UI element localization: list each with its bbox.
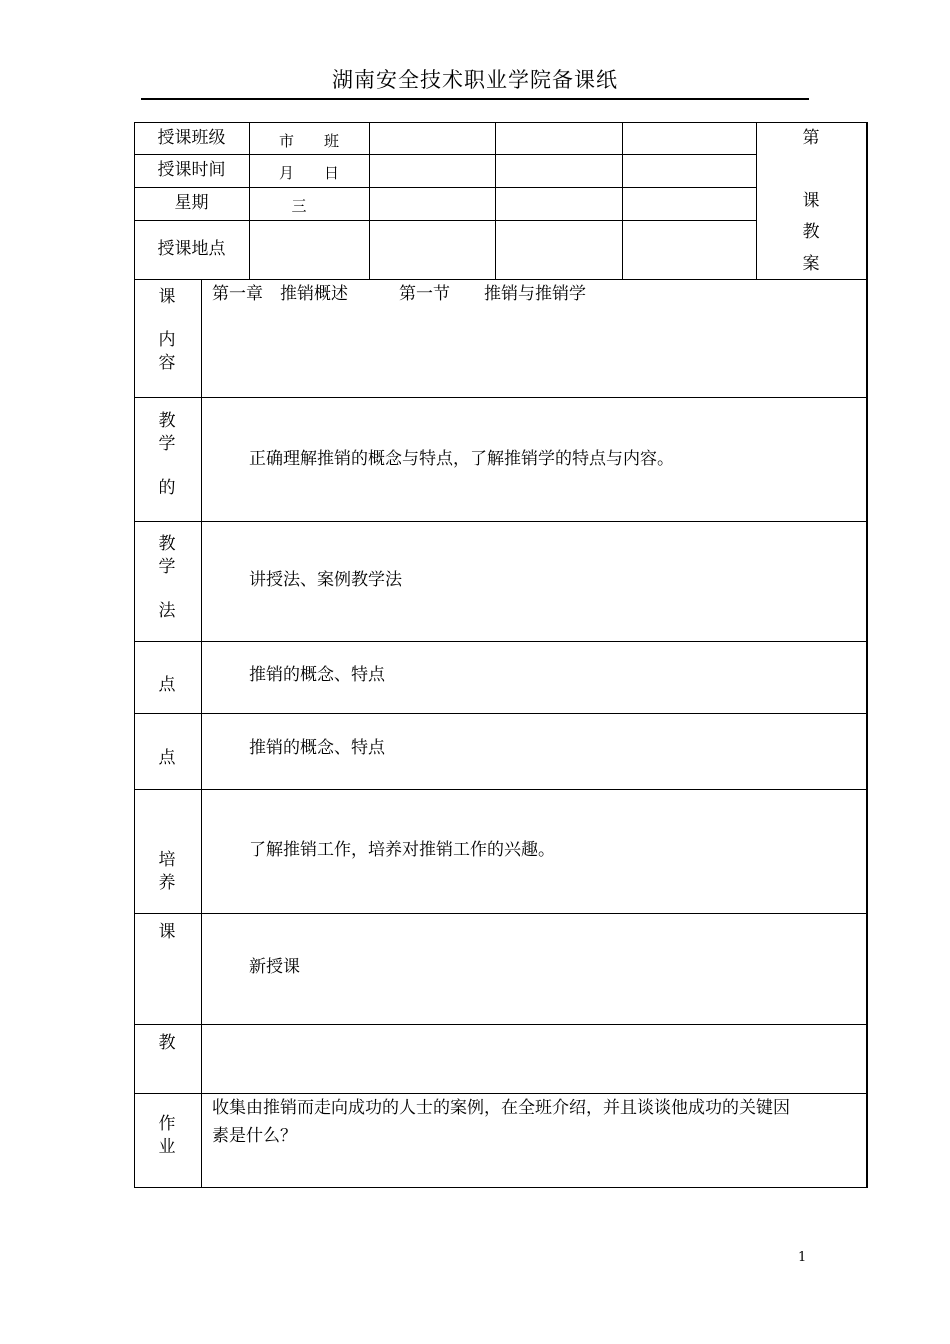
- table-line: [134, 1093, 868, 1094]
- document-title: 湖南安全技术职业学院备课纸: [332, 68, 618, 92]
- table-line: [134, 641, 868, 642]
- table-line: [495, 122, 496, 279]
- title-underline: [141, 98, 809, 100]
- row-label-cultivation: 培 养: [158, 850, 176, 893]
- row-label-content: 课 内 容: [158, 287, 176, 373]
- lesson-number-prefix: 第: [802, 128, 820, 148]
- table-line: [134, 279, 868, 280]
- table-line: [134, 789, 868, 790]
- class-label: 授课班级: [157, 128, 226, 148]
- table-line: [134, 187, 756, 188]
- lesson-number-suffix: 课: [802, 191, 820, 211]
- table-line: [134, 1024, 868, 1025]
- time-value: 月 日: [278, 164, 339, 182]
- page-number: 1: [798, 1250, 807, 1265]
- row-label-objective: 教 学 的: [158, 411, 176, 498]
- table-line: [369, 122, 370, 279]
- row-value-homework-line-2: 素是什么？: [212, 1126, 297, 1146]
- time-label: 授课时间: [157, 160, 226, 180]
- class-value: 市 班: [278, 132, 339, 150]
- table-line: [134, 521, 868, 522]
- table-line: [134, 154, 756, 155]
- weekday-label: 星期: [174, 193, 209, 213]
- row-value-cultivation: 了解推销工作，培养对推销工作的兴趣。: [249, 840, 555, 860]
- row-label-difficult-point: 点: [158, 748, 176, 768]
- table-line: [134, 397, 868, 398]
- row-value-content: 第一章 推销概述 第一节 推销与推销学: [212, 284, 586, 304]
- table-right-border: [866, 122, 868, 1188]
- table-line: [201, 279, 202, 1187]
- place-label: 授课地点: [157, 239, 226, 259]
- row-label-homework: 作 业: [158, 1114, 176, 1157]
- row-value-homework-line-1: 收集由推销而走向成功的人士的案例，在全班介绍，并且谈谈他成功的关键因: [212, 1098, 790, 1118]
- row-value-lesson-type: 新授课: [249, 957, 300, 977]
- row-label-teaching-aids: 教: [158, 1033, 176, 1053]
- table-line: [622, 122, 623, 279]
- table-top-border: [134, 122, 868, 123]
- row-value-method: 讲授法、案例教学法: [249, 570, 402, 590]
- row-label-lesson-type: 课: [158, 922, 176, 942]
- weekday-value: 三: [291, 197, 307, 215]
- lesson-plan-char-1: 教: [802, 222, 820, 242]
- table-line: [134, 913, 868, 914]
- row-value-difficult-point: 推销的概念、特点: [249, 738, 385, 758]
- table-line: [134, 220, 756, 221]
- row-value-objective: 正确理解推销的概念与特点，了解推销学的特点与内容。: [249, 449, 674, 469]
- row-label-key-point: 点: [158, 675, 176, 695]
- row-value-key-point: 推销的概念、特点: [249, 665, 385, 685]
- table-left-border: [134, 122, 135, 1187]
- table-line: [134, 713, 868, 714]
- table-bottom-border: [134, 1187, 868, 1188]
- lesson-plan-char-2: 案: [802, 254, 820, 274]
- row-label-method: 教 学 法: [158, 534, 176, 621]
